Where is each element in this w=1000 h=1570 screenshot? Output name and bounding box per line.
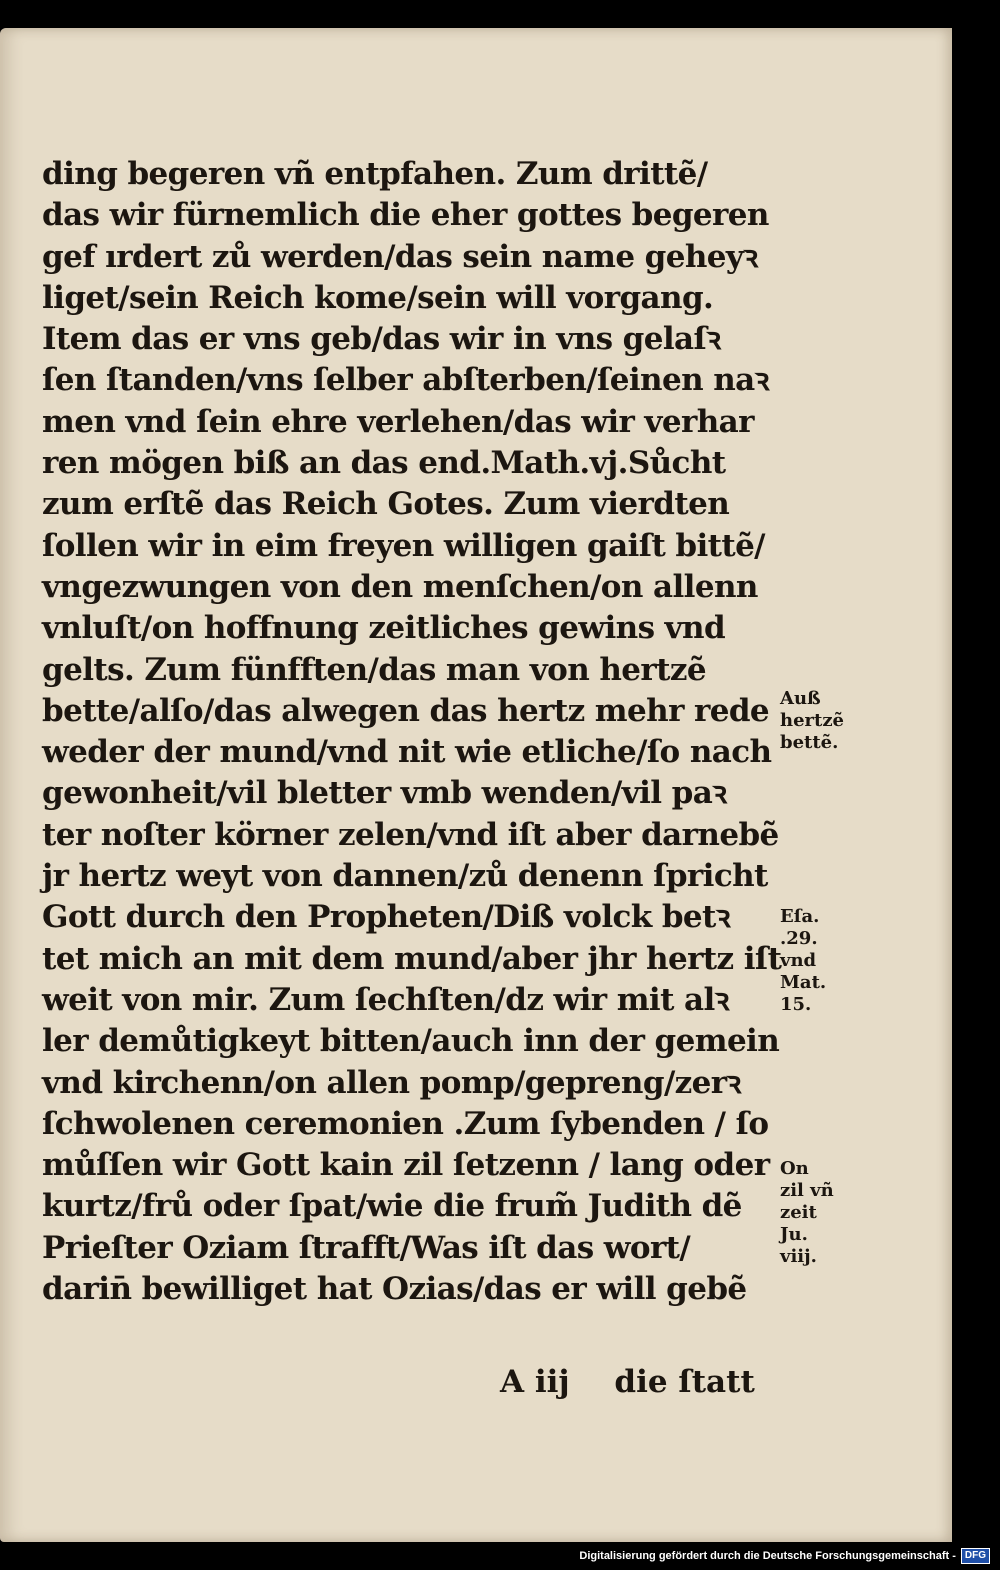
text-line: gelts. Zum fünfften/das man von hertzẽ [42,651,706,688]
text-line: ler demůtigkeyt bitten/auch inn der gemein [42,1023,780,1060]
signature-mark: A iij [500,1364,570,1400]
book-page [0,28,952,1542]
text-line: Prieſter Oziam ſtrafft/Was iſt das wort/ [42,1229,691,1266]
text-line: tet mich an mit dem mund/aber jhr hertz iſt [42,940,782,977]
text-line: vnd kirchenn/on allen pomp/gepreng/zerꝛ [42,1064,741,1101]
text-line: můſſen wir Gott kain zil ſetzenn / lang oder [42,1147,770,1184]
text-line: vnluſt/on hoffnung zeitliches gewins vnd [42,610,726,647]
text-line: gef ırdert zů werden/das sein name geheyꝛ [42,238,758,275]
text-line: darin̄ bewilliget hat Ozias/das er will gebẽ [42,1271,747,1308]
text-line: ſchwolenen ceremonien .Zum ſybenden / ſo [42,1105,769,1142]
text-line: weit von mir. Zum ſechſten/dz wir mit alꝛ [42,981,729,1018]
text-line: ſen ſtanden/vns ſelber abſterben/ſeinen naꝛ [42,362,769,399]
funding-notice: Digitalisierung gefördert durch die Deutsche Forschungsgemeinschaft - [579,1550,956,1562]
text-line: men vnd ſein ehre verlehen/das wir verhar [42,403,754,440]
margin-note: Auß hertzẽ bettẽ. [780,688,845,753]
text-line: ſollen wir in eim freyen willigen gaiſt bittẽ/ [42,527,765,564]
catchword-line [500,1362,755,1403]
text-line: kurtz/frů oder ſpat/wie die frum̃ Judith dẽ [42,1188,742,1225]
text-line: bette/alſo/das alwegen das hertz mehr rede [42,692,770,729]
text-line: Item das er vns geb/das wir in vns gelaſꝛ [42,321,721,358]
catchword: die ſtatt [614,1364,755,1400]
text-line: ter noſter körner zelen/vnd iſt aber darnebẽ [42,816,779,853]
text-line: jr hertz weyt von dannen/zů denenn ſpricht [42,858,768,895]
text-line: vngezwungen von den menſchen/on allenn [42,568,758,605]
text-line: Gott durch den Propheten/Diß volck betꝛ [42,899,730,936]
text-line: zum erſtẽ das Reich Gotes. Zum vierdten [42,486,730,523]
dfg-logo: DFG [961,1548,990,1564]
footer-bar [579,1546,990,1566]
text-line: das wir fürnemlich die eher gottes begeren [42,197,769,234]
margin-notes [780,28,850,1542]
text-line: liget/sein Reich kome/sein will vorgang. [42,279,714,316]
text-line: ren mögen biß an das end.Math.vj.Sůcht [42,445,726,482]
body-text [42,154,782,1310]
margin-note: Eſa. .29. vnd Mat. 15. [780,906,827,1015]
text-line: gewonheit/vil bletter vmb wenden/vil paꝛ [42,775,727,812]
margin-note: On zil vñ zeit Ju. viij. [780,1158,834,1267]
text-line: weder der mund/vnd nit wie etliche/ſo nach [42,734,772,771]
text-line: ding begeren vñ entpfahen. Zum drittẽ/ [42,156,708,192]
